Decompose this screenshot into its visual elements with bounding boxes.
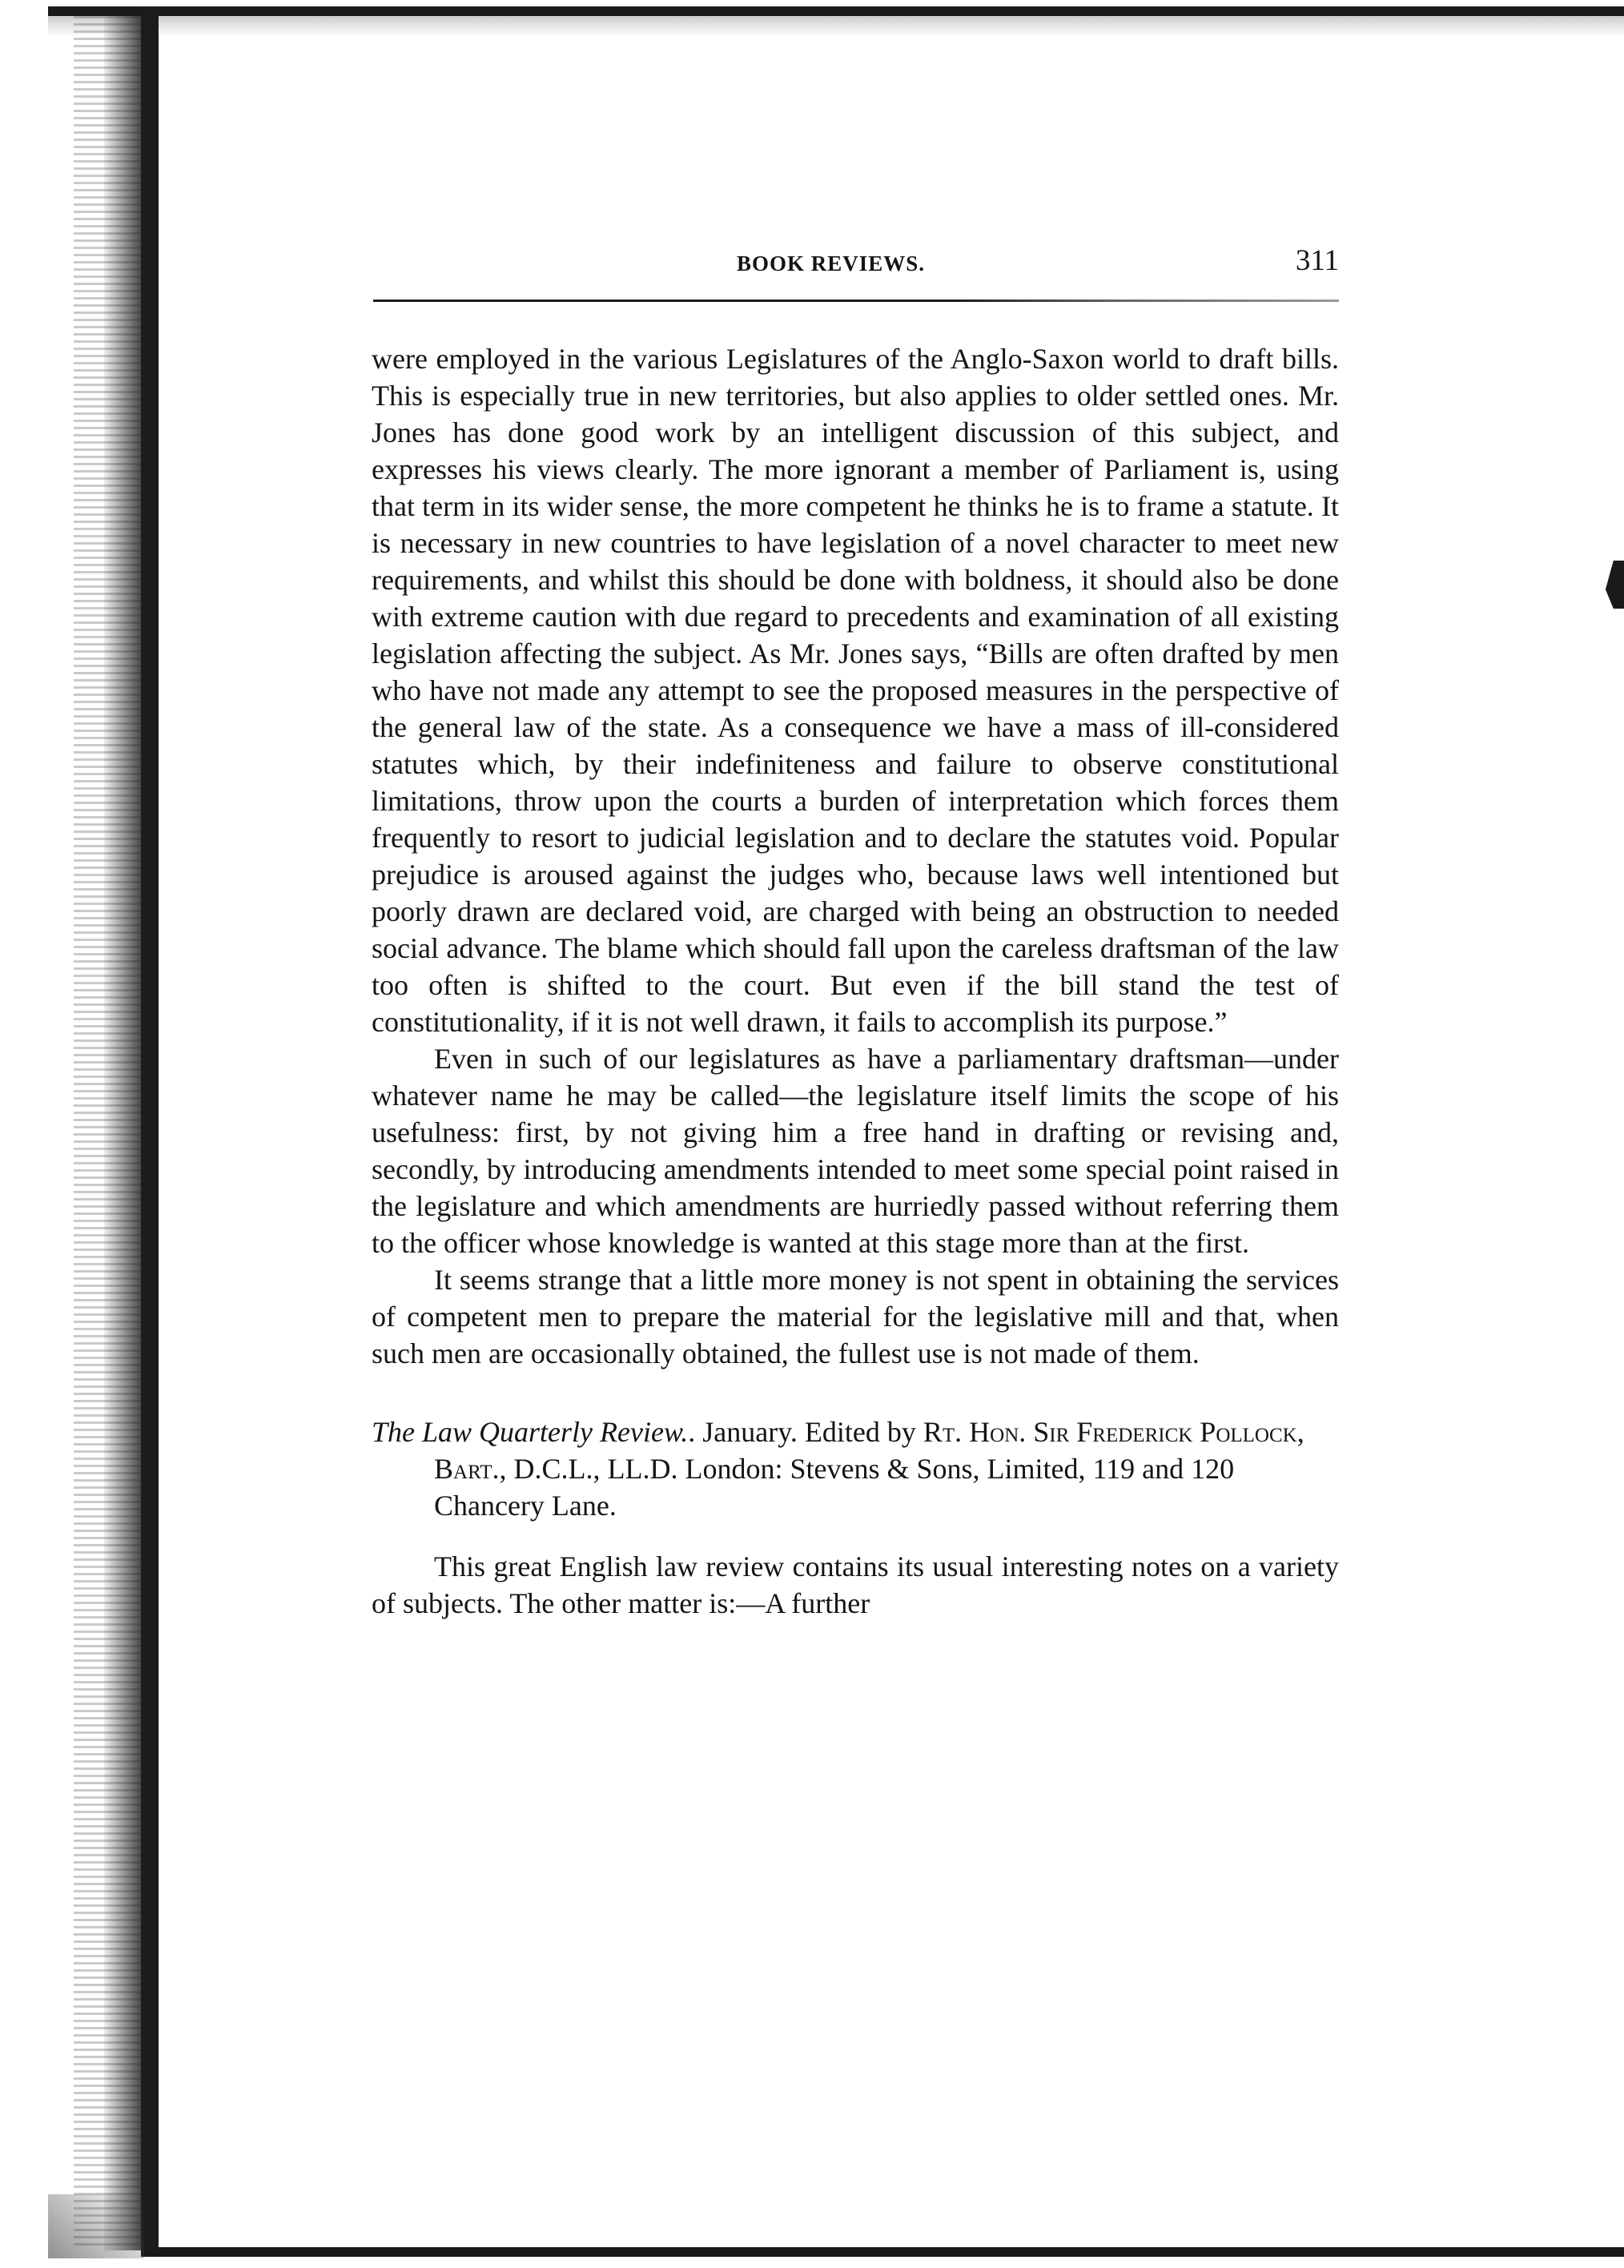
paragraph: This great English law review contains its usual interesting notes on a variety of subjects. The other matter is:—A further — [372, 1550, 1339, 1619]
paragraph: It seems strange that a little more money is not spent in obtaining the services of competent men to prepare the material for the legislative mill and that, when such men are occasionally obtained, the fullest use is not made of them. — [372, 1264, 1339, 1369]
header-rule — [373, 300, 1339, 302]
scan-binding-shadow — [104, 16, 141, 2250]
review-entry-heading — [372, 1413, 1339, 1524]
running-head: BOOK REVIEWS. — [737, 251, 926, 275]
page-header — [368, 243, 1339, 292]
scan-edge-top — [48, 6, 1624, 16]
scan-edge-shadow — [48, 16, 1624, 37]
scan-edge-bottom — [141, 2247, 1624, 2257]
paragraph: Even in such of our legislatures as have a parliamentary draftsman—under whatever name he may be called—the legislature itself limits the scope of his usefulness: first, by not giving him a free hand in drafting or revising and, secondly, by introducing amendments intended to meet some special point raised in the legislature and which amendments are hurriedly passed without referring them to the officer whose knowledge is wanted at this stage more than at the first. — [372, 1043, 1339, 1259]
scan-edge-nick — [1598, 561, 1624, 609]
review-title: The Law Quarterly Review. — [372, 1416, 689, 1448]
paragraph: were employed in the various Legislatures of the Anglo-Saxon world to draft bills. This is especially true in new territories, but also applies to older settled ones. Mr. Jones has done good work by an intelligent discussion of this subject, and expresses his views clearly. The more ignorant a member of Parliament is, using that term in its wider sense, the more competent he thinks he is to frame a statute. It is necessary in new countries to have legislation of a novel character to meet new requirements, and whilst this should be done with boldness, it should also be done with extreme caution with due regard to precedents and examination of all existing legislation affecting the subject. As Mr. Jones says, “Bills are often drafted by men who have not made any attempt to see the proposed measures in the perspective of the general law of the state. As a consequence we have a mass of ill-considered statutes which, by their indefiniteness and failure to observe constitutional limitations, throw upon the courts a burden of interpretation which forces them frequently to resort to judicial legislation and to declare the statutes void. Popular prejudice is aroused against the judges who, because laws well intentioned but poorly drawn are declared void, are charged with being an obstruction to needed social advance. The blame which should fall upon the careless draftsman of the law too often is shifted to the court. But even if the bill stand the test of constitutionality, if it is not well drawn, it fails to accomplish its purpose.” — [372, 343, 1339, 1038]
scan-edge-left — [141, 6, 159, 2257]
review-details: . January. Edited by — [688, 1416, 923, 1448]
review-publisher: , D.C.L., LL.D. London: Stevens & Sons, Limited, 119 and 120 Chancery Lane. — [434, 1453, 1235, 1522]
scan-corner-shadow — [48, 2194, 144, 2258]
page-body — [372, 340, 1339, 1622]
review-editor: Rt. Hon. Sir Frederick Pollock, Bart. — [434, 1416, 1304, 1485]
page-number: 311 — [1295, 244, 1339, 277]
